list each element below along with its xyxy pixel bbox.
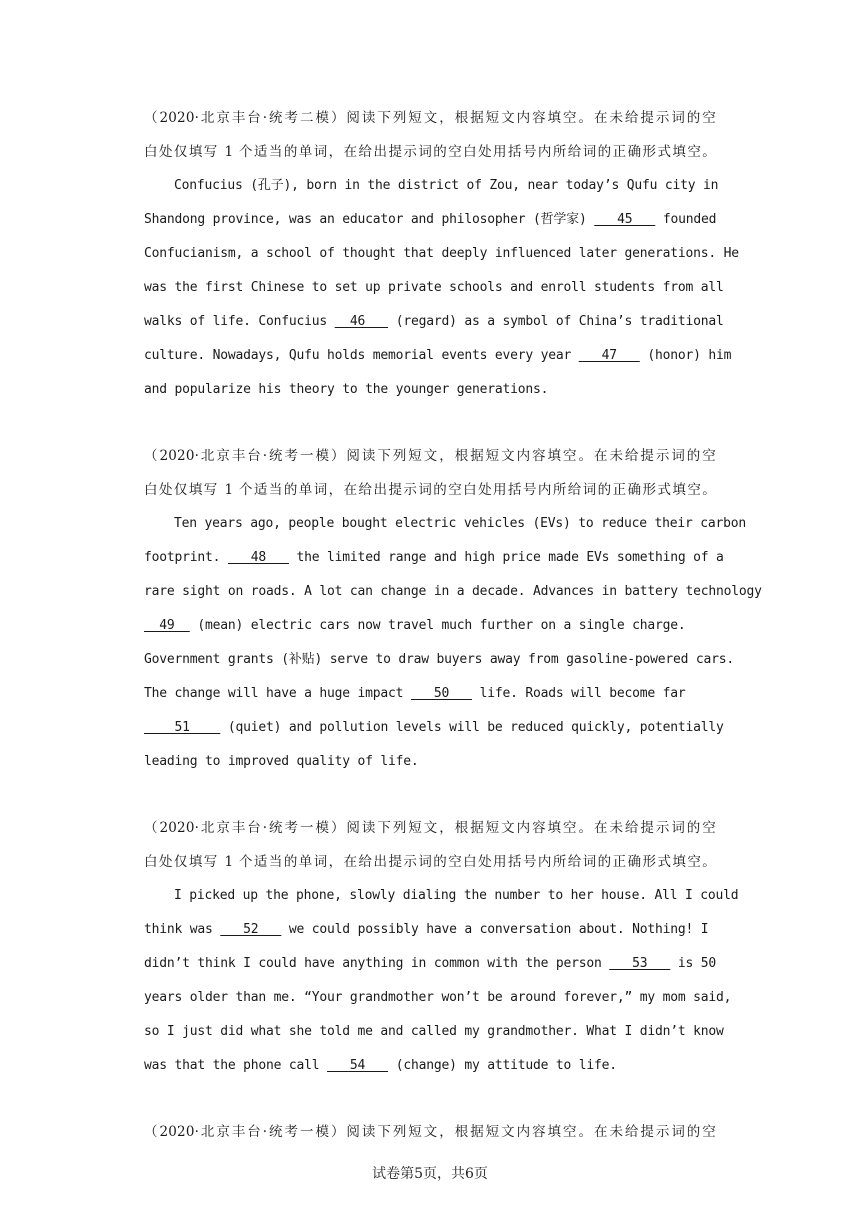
- text-segment: was that the phone call: [144, 1058, 328, 1073]
- text-line: [144, 686, 716, 702]
- text-segment: Shandong province, was an educator and philosopher (哲学家): [144, 212, 595, 227]
- text-segment: (honor) him: [639, 348, 732, 363]
- answer-blank: 51: [144, 720, 221, 735]
- text-segment: Ten years ago, people bought electric vehicles (EVs) to reduce their carbon: [174, 516, 746, 531]
- text-line: [144, 448, 716, 464]
- text-segment: （2020·北京丰台·统考一模）阅读下列短文，根据短文内容填空。在未给提示词的空: [144, 820, 716, 836]
- text-segment: Confucius (孔子), born in the district of Zou, near today’s Qufu city in: [174, 178, 719, 193]
- answer-blank: 47: [578, 348, 640, 363]
- text-segment: founded: [655, 212, 717, 227]
- text-segment: footprint.: [144, 550, 228, 565]
- text-line: [144, 144, 716, 160]
- answer-blank: 54: [327, 1058, 389, 1073]
- text-segment: 白处仅填写 1 个适当的单词，在给出提示词的空白处用括号内所给词的正确形式填空。: [144, 482, 716, 498]
- text-line: [144, 720, 724, 736]
- text-line: [144, 110, 716, 126]
- text-line: [174, 178, 719, 194]
- text-segment: so I just did what she told me and called my grandmother. What I didn’t know: [144, 1024, 724, 1039]
- text-segment: Confucianism, a school of thought that deeply influenced later generations. He: [144, 246, 739, 261]
- text-segment: (change) my attitude to life.: [388, 1058, 617, 1073]
- text-line: [144, 754, 716, 770]
- text-line: [144, 584, 762, 600]
- text-line: [144, 1024, 724, 1040]
- text-segment: years older than me. “Your grandmother won’t be around forever,” my mom said,: [144, 990, 732, 1005]
- text-line: [144, 854, 716, 870]
- text-segment: （2020·北京丰台·统考一模）阅读下列短文，根据短文内容填空。在未给提示词的空: [144, 448, 716, 464]
- text-line: [144, 922, 716, 938]
- text-segment: is 50: [670, 956, 717, 971]
- text-line: [144, 550, 724, 566]
- text-line: [144, 1124, 716, 1140]
- text-line: [174, 516, 746, 532]
- text-segment: (regard) as a symbol of China’s traditional: [388, 314, 724, 329]
- text-segment: the limited range and high price made EVs something of a: [288, 550, 724, 565]
- text-line: [144, 482, 716, 498]
- text-segment: we could possibly have a conversation about. Nothing! I: [281, 922, 709, 937]
- answer-blank: 50: [410, 686, 472, 701]
- text-line: [174, 888, 739, 904]
- text-segment: was the first Chinese to set up private schools and enroll students from all: [144, 280, 724, 295]
- answer-blank: 46: [334, 314, 389, 329]
- text-line: [144, 956, 716, 972]
- text-segment: rare sight on roads. A lot can change in a decade. Advances in battery technology: [144, 584, 762, 599]
- answer-blank: 52: [220, 922, 282, 937]
- answer-blank: 49: [144, 618, 190, 633]
- text-line: [144, 820, 716, 836]
- text-segment: walks of life. Confucius: [144, 314, 335, 329]
- text-segment: think was: [144, 922, 221, 937]
- text-line: [144, 246, 739, 262]
- text-segment: 白处仅填写 1 个适当的单词，在给出提示词的空白处用括号内所给词的正确形式填空。: [144, 854, 716, 870]
- text-segment: life. Roads will become far: [471, 686, 686, 701]
- text-segment: 白处仅填写 1 个适当的单词，在给出提示词的空白处用括号内所给词的正确形式填空。: [144, 144, 716, 160]
- text-line: [144, 1058, 716, 1074]
- answer-blank: 45: [594, 212, 656, 227]
- text-line: [144, 618, 716, 634]
- text-segment: The change will have a huge impact: [144, 686, 411, 701]
- text-segment: culture. Nowadays, Qufu holds memorial events every year: [144, 348, 579, 363]
- text-segment: (quiet) and pollution levels will be reduced quickly, potentially: [220, 720, 724, 735]
- text-line: [144, 314, 724, 330]
- text-line: [144, 348, 732, 364]
- text-line: [144, 212, 716, 228]
- text-line: [144, 990, 732, 1006]
- text-segment: （2020·北京丰台·统考一模）阅读下列短文，根据短文内容填空。在未给提示词的空: [144, 1124, 716, 1140]
- answer-blank: 53: [609, 956, 671, 971]
- answer-blank: 48: [227, 550, 289, 565]
- text-line: [144, 652, 734, 668]
- text-segment: (mean) electric cars now travel much further on a single charge.: [189, 618, 686, 633]
- text-segment: Government grants (补贴) serve to draw buyers away from gasoline-powered cars.: [144, 652, 734, 667]
- text-line: [144, 280, 724, 296]
- text-segment: and popularize his theory to the younger generations.: [144, 382, 549, 397]
- text-segment: didn’t think I could have anything in common with the person: [144, 956, 610, 971]
- text-segment: leading to improved quality of life.: [144, 754, 419, 769]
- text-line: [144, 382, 716, 398]
- text-segment: （2020·北京丰台·统考二模）阅读下列短文，根据短文内容填空。在未给提示词的空: [144, 110, 716, 126]
- text-segment: I picked up the phone, slowly dialing the number to her house. All I could: [174, 888, 739, 903]
- page-footer: 试卷第5页，共6页: [372, 1166, 488, 1182]
